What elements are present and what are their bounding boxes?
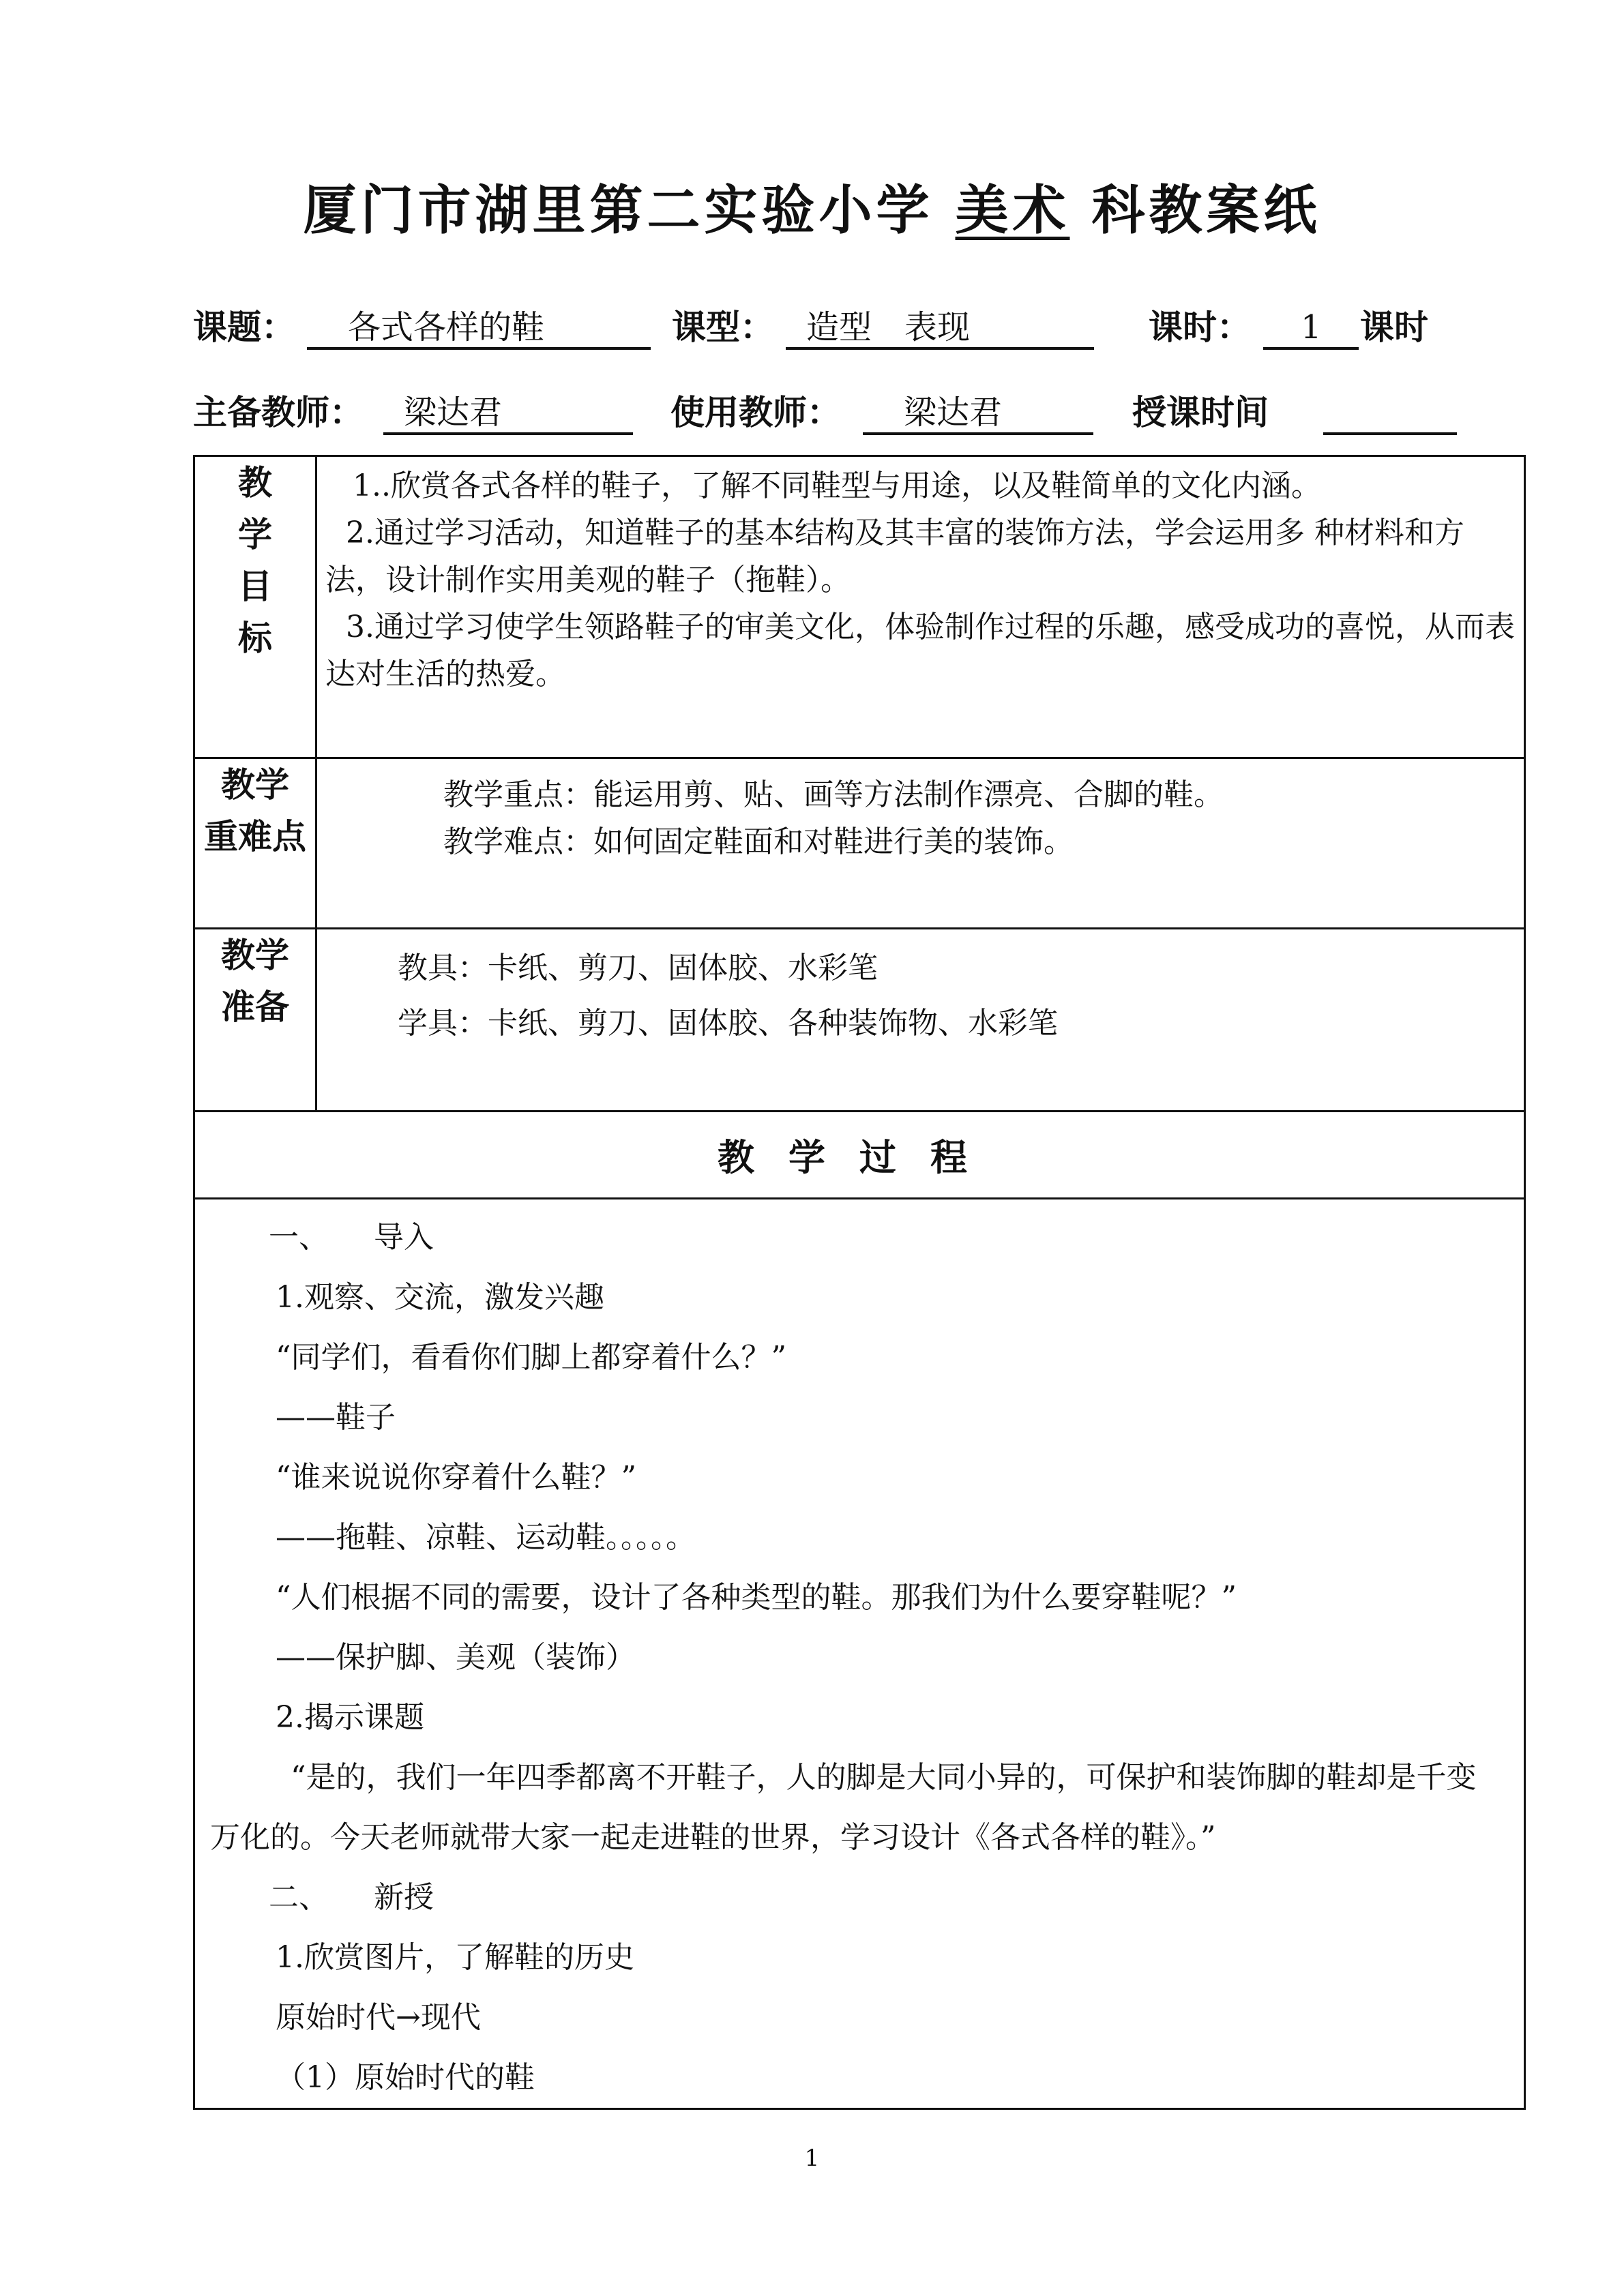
goals-row <box>194 456 1525 758</box>
process-header-row <box>194 1112 1525 1199</box>
process-line: ——鞋子 <box>276 1400 396 1435</box>
goal-item: 1..欣赏各式各样的鞋子，了解不同鞋型与用途，以及鞋简单的文化内涵。 <box>353 468 1321 503</box>
process-line: 1.观察、交流，激发兴趣 <box>276 1280 604 1315</box>
lead-teacher-label: 主备教师： <box>193 393 364 432</box>
process-line: 1.欣赏图片，了解鞋的历史 <box>276 1940 634 1975</box>
hours-field <box>1263 303 1359 350</box>
topic-field <box>307 303 651 350</box>
type-label: 课型： <box>672 308 774 347</box>
preparation-content <box>316 929 1525 1112</box>
prep-item: 学具：卡纸、剪刀、固体胶、各种装饰物、水彩笔 <box>398 1006 1058 1041</box>
hours-label: 课时： <box>1149 308 1251 347</box>
key-point: 教学重点：能运用剪、贴、画等方法制作漂亮、合脚的鞋。 <box>443 777 1224 812</box>
meta-row-2 <box>0 389 1624 436</box>
meta-row-1 <box>0 303 1624 351</box>
process-line: 2.揭示课题 <box>276 1700 424 1735</box>
process-line: ——拖鞋、凉鞋、运动鞋。。。。。 <box>276 1520 696 1555</box>
key-points-row <box>194 758 1525 929</box>
topic-value: 各式各样的鞋 <box>348 308 545 346</box>
process-line: 一、 导入 <box>269 1220 434 1255</box>
hours-unit: 课时 <box>1360 308 1428 347</box>
preparation-row <box>194 929 1525 1112</box>
topic-label: 课题： <box>193 308 295 347</box>
key-points-label: 教学 重难点 <box>194 758 316 929</box>
page-number: 1 <box>804 2145 820 2172</box>
key-point: 教学难点：如何固定鞋面和对鞋进行美的装饰。 <box>443 824 1074 859</box>
type-field <box>786 303 1094 350</box>
lead-teacher-value: 梁达君 <box>404 393 503 432</box>
process-row <box>194 1199 1525 2109</box>
lead-teacher-field <box>383 389 633 435</box>
user-teacher-value: 梁达君 <box>904 393 1003 432</box>
subject-name: 美术 <box>955 180 1070 241</box>
goal-item: 2.通过学习活动，知道鞋子的基本结构及其丰富的装饰方法，学会运用多 种材料和方法，设计制作实用美观的鞋子（拖鞋）。 <box>325 516 1464 597</box>
process-title: 教学过程 <box>194 1112 1525 1199</box>
school-name: 厦门市湖里第二实验小学 <box>303 180 934 241</box>
time-label: 授课时间 <box>1132 393 1269 432</box>
page-title <box>0 180 1624 241</box>
preparation-label: 教学 准备 <box>194 929 316 1112</box>
process-line: “同学们，看看你们脚上都穿着什么？” <box>276 1340 786 1375</box>
key-points-content <box>316 758 1525 929</box>
process-line: （1）原始时代的鞋 <box>276 2060 535 2095</box>
user-teacher-label: 使用教师： <box>670 393 841 432</box>
process-line: “人们根据不同的需要，设计了各种类型的鞋。那我们为什么要穿鞋呢？” <box>276 1580 1237 1615</box>
hours-value: 1 <box>1301 308 1322 346</box>
process-line: 原始时代→现代 <box>276 2000 481 2035</box>
time-field <box>1323 389 1457 435</box>
process-line: 二、 新授 <box>269 1880 434 1915</box>
process-line: “谁来说说你穿着什么鞋？” <box>276 1460 636 1495</box>
lesson-plan-table <box>193 455 1526 2110</box>
goal-item: 3.通过学习使学生领路鞋子的审美文化，体验制作过程的乐趣，感受成功的喜悦，从而表达对生活的热爱。 <box>325 610 1515 691</box>
goals-content <box>316 456 1525 758</box>
process-content <box>194 1199 1525 2109</box>
user-teacher-field <box>863 389 1093 435</box>
process-line: ——保护脚、美观（装饰） <box>276 1640 636 1675</box>
goals-label: 教 学 目 标 <box>194 456 316 758</box>
title-suffix: 科教案纸 <box>1091 180 1321 241</box>
type-value: 造型 表现 <box>806 308 971 346</box>
process-line: “是的，我们一年四季都离不开鞋子，人的脚是大同小异的，可保护和装饰脚的鞋却是千变万化的。今天老师就带大家一起走进鞋的世界，学习设计《各式各样的鞋》。” <box>210 1760 1477 1855</box>
prep-item: 教具：卡纸、剪刀、固体胶、水彩笔 <box>398 951 878 985</box>
